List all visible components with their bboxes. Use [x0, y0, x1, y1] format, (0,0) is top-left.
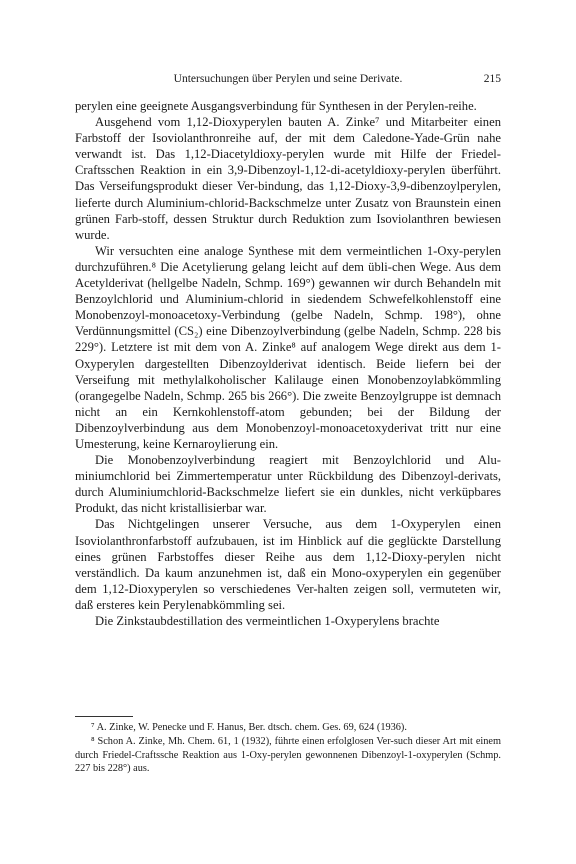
paragraph: Ausgehend vom 1,12-Dioxyperylen bauten A. Zinke⁷ und Mitarbeiter einen Farbstoff der Isoviolanthronreihe auf, der mit dem Caledone-Yade-Grün nahe verwandt ist. Das 1,12-Diacetyldioxy-perylen wurde mit Hilfe der Friedel-Craftsschen Reaktion in ein 3,9-Dibenzoyl-1,12-di-acetyldioxy-perylen überführt. Das Verseifungsprodukt dieser Ver-bindung, das 1,12-Dioxy-3,9-dibenzoylperylen, lieferte durch Aluminium-chlorid-Backschmelze unter Zusatz von Braunstein einen grünen Farb-stoff, dessen Struktur durch Reduktion zum Isoviolanthren bewiesen wurde. [75, 115, 501, 242]
footnotes [75, 721, 501, 776]
page-number: 215 [483, 73, 501, 85]
footnote: ⁸ Schon A. Zinke, Mh. Chem. 61, 1 (1932), führte einen erfolglosen Ver-such dieser Art mit einem durch Friedel-Craftssche Reaktion aus 1-Oxy-perylen gewonnenen Dibenzoyl-1-oxyperylen (Schmp. 227 bis 228°) aus. [75, 735, 501, 775]
paragraph: Die Monobenzoylverbindung reagiert mit Benzoylchlorid und Alu-miniumchlorid bei Zimmertemperatur unter Rückbildung des Dibenzoyl-derivats, durch Aluminiumchlorid-Backschmelze liefert sie ein dunkles, nicht verküpbares Produkt, das nicht kristallisierbar war. [75, 453, 501, 516]
paragraph: Das Nichtgelingen unserer Versuche, aus dem 1-Oxyperylen einen Isoviolanthronfarbstoff aufzubauen, ist im Hinblick auf die geglückte Darstellung eines grünen Farbstoffes dieser Reihe aus dem 1,12-Dioxy-perylen nicht verständlich. Da kaum anzunehmen ist, daß ein Mono-oxyperylen ein gegenüber dem 1,12-Dioxyperylen so verschiedenes Ver-halten zeigen soll, vermuteten wir, daß ersteres kein Perylenabkömmling sei. [75, 517, 501, 612]
paragraph: Wir versuchten eine analoge Synthese mit dem vermeintlichen 1-Oxy-perylen durchzuführen.⁸ Die Acetylierung gelang leicht auf dem übli-chen Wege. Aus dem Acetylderivat (hellgelbe Nadeln, Schmp. 169°) gewannen wir durch Behandeln mit Benzoylchlorid und Aluminium-chlorid in siedendem Schwefelkohlenstoff eine Monobenzoyl-monoacetoxy-Verbindung (gelbe Nadeln, Schmp. 198°), ohne Verdünnungsmittel (CS₂) eine Dibenzoylverbindung (gelbe Nadeln, Schmp. 228 bis 229°). Letztere ist mit dem von A. Zinke⁸ auf analogem Wege direkt aus dem 1-Oxyperylen dargestellten Dibenzoylderivat identisch. Beide liefern bei der Verseifung mit methylalkoholischer Kalilauge einen Monobenzoylabkömmling (orangegelbe Nadeln, Schmp. 265 bis 266°). Die zweite Benzoylgruppe ist demnach nicht an ein Kernkohlenstoff-atom gebunden; bei der Bildung der Dibenzoylverbindung aus dem Monobenzoyl-monoacetoxyderivat tritt nur eine Umesterung, keine Kernaroylierung ein. [75, 243, 501, 451]
running-header [75, 73, 501, 91]
paragraph: Die Zinkstaubdestillation des vermeintlichen 1-Oxyperylens brachte [95, 614, 440, 628]
body-text [75, 98, 501, 629]
paragraph-continuation: perylen eine geeignete Ausgangsverbindung für Synthesen in der Perylen-reihe. [75, 99, 477, 113]
footnote-rule [75, 716, 133, 717]
running-title: Untersuchungen über Perylen und seine Derivate. [173, 73, 403, 85]
footnote: ⁷ A. Zinke, W. Penecke und F. Hanus, Ber. dtsch. chem. Ges. 69, 624 (1936). [91, 722, 407, 733]
